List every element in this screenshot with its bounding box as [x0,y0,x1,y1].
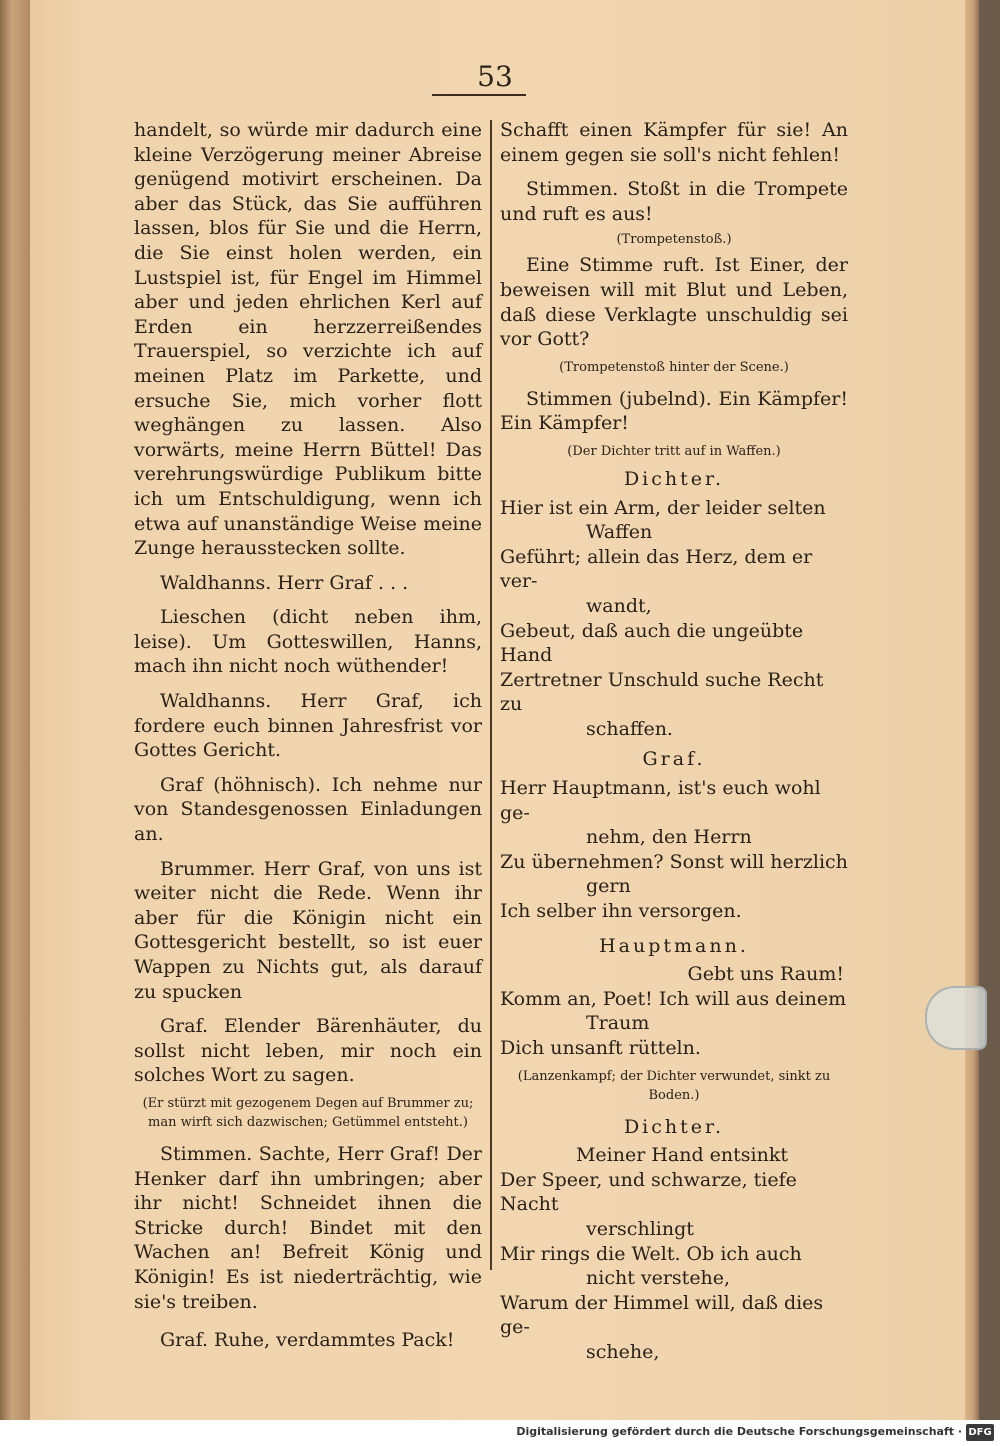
speech: Lieschen (dicht neben ihm, leise). Um Gotteswillen, Hanns, mach ihn nicht noch wüthender! [134,606,482,678]
verse-line: Herr Hauptmann, ist's euch wohl ge- [500,777,821,824]
verse-line-continuation: Waffen [586,521,653,544]
dfg-logo-icon: DFG [966,1424,994,1441]
left-column [134,118,482,1353]
speech: Graf (höhnisch). Ich nehme nur von Standesgenossen Einladungen an. [134,773,482,846]
verse-block [500,962,848,1060]
verse-line: Zu übernehmen? Sonst will herzlich [500,850,848,873]
verse-block [500,776,848,924]
verse-line: Meiner Hand entsinkt [575,1144,788,1167]
page-clip [925,986,987,1050]
speech: Waldhanns. Herr Graf . . . [160,571,409,594]
verse-line: Der Speer, und schwarze, tiefe Nacht [500,1168,797,1216]
verse-line-continuation: gern [586,875,631,898]
speaker-name: Dichter. [623,1115,725,1138]
verse-line: Geführt; allein das Herz, dem er ver- [500,545,813,593]
verse-line-continuation: nicht verstehe, [586,1267,731,1290]
verse-block [500,1143,848,1364]
column-divider [490,120,492,1270]
stage-direction: (Trompetenstoß.) [616,232,732,248]
verse-line-continuation: schaffen. [586,717,673,740]
verse-block [500,496,848,742]
footer-bar [0,1420,1000,1446]
paragraph: handelt, so würde mir dadurch eine kleine Verzögerung meiner Abreise genügend motivirt erscheinen. Da aber das Stück, das Sie aufführen lassen, blos für Sie und die Herrn, die Sie einst holen werden, ein Lustspiel ist, für Engel im Himmel aber und jeden ehrlichen Kerl auf Erden ein herzzerreißendes Trauerspiel, so verzichte ich auf meinen Platz im Parkette, und ersuche Sie, mich vorher flott weghängen zu lassen. Also vorwärts, meine Herrn Büttel! Das verehrungswürdige Publikum bitte ich um Entschuldigung, wenn ich etwa auf unanständige Weise meine Zunge herausstecken sollte. [134,119,482,560]
verse-line: Mir rings die Welt. Ob ich auch [500,1242,802,1265]
verse-line: Warum der Himmel will, daß dies ge- [500,1291,824,1339]
stage-direction: (Er stürzt mit gezogenem Degen auf Brummer zu; man wirft sich dazwischen; Getümmel entsteht.) [142,1095,474,1130]
verse-line: Hier ist ein Arm, der leider selten [500,496,826,519]
verse-line: Dich unsanft rütteln. [500,1037,701,1059]
speech: Schafft einen Kämpfer für sie! An einem gegen sie soll's nicht fehlen! [500,119,848,166]
speech: Stimmen. Stoßt in die Trompete und ruft es aus! [500,178,848,225]
facing-page-edge [0,0,30,1420]
verse-line-continuation: wandt, [586,594,652,617]
speech: Stimmen (jubelnd). Ein Kämpfer! Ein Kämpfer! [500,387,848,435]
funding-credit: Digitalisierung gefördert durch die Deutsche Forschungsgemeinschaft · [516,1425,962,1438]
verse-line: Gebeut, daß auch die ungeübte Hand [500,619,804,667]
speech: Graf. Elender Bärenhäuter, du sollst nicht leben, mir noch ein solches Wort zu sagen. [134,1015,482,1087]
speech: Eine Stimme ruft. Ist Einer, der beweisen will mit Blut und Leben, daß diese Verklagte unschuldig sei vor Gott? [500,254,848,351]
stage-direction: (Der Dichter tritt auf in Waffen.) [567,443,781,459]
verse-line-continuation: nehm, den Herrn [586,826,752,849]
verse-line-continuation: schehe, [586,1340,660,1363]
stage-direction: (Lanzenkampf; der Dichter verwundet, sinkt zu Boden.) [517,1068,831,1103]
verse-line: Komm an, Poet! Ich will aus deinem [500,987,847,1010]
right-column [500,118,848,1365]
verse-line-continuation: verschlingt [586,1217,694,1240]
speech: Stimmen. Sachte, Herr Graf! Der Henker darf ihn umbringen; aber ihr nicht! Schneidet ihnen die Stricke durch! Bindet mit den Wachen an! Befreit König und Königin! Es ist niederträchtig, wie sie's treiben. [134,1142,482,1313]
page-stack-edge [965,0,979,1420]
stage-direction: (Trompetenstoß hinter der Scene.) [559,359,789,375]
page-number-rule [432,94,526,96]
speaker-name: Dichter. [623,467,725,490]
verse-line: Gebt uns Raum! [687,963,844,986]
speech: Graf. Ruhe, verdammtes Pack! [160,1329,455,1352]
speaker-name: Graf. [642,748,706,771]
verse-line: Ich selber ihn versorgen. [500,900,742,923]
verse-line-continuation: Traum [586,1012,650,1035]
speech: Brummer. Herr Graf, von uns ist weiter nicht die Rede. Wenn ihr aber für die Königin nicht ein Gottesgericht bestellt, so ist euer Wappen zu Nichts gut, als darauf zu spucken [134,857,482,1003]
speaker-name: Hauptmann. [599,934,749,957]
page-number: 53 [477,60,513,93]
speech: Waldhanns. Herr Graf, ich fordere euch binnen Jahresfrist vor Gottes Gericht. [134,690,482,762]
verse-line: Zertretner Unschuld suche Recht zu [500,668,824,716]
